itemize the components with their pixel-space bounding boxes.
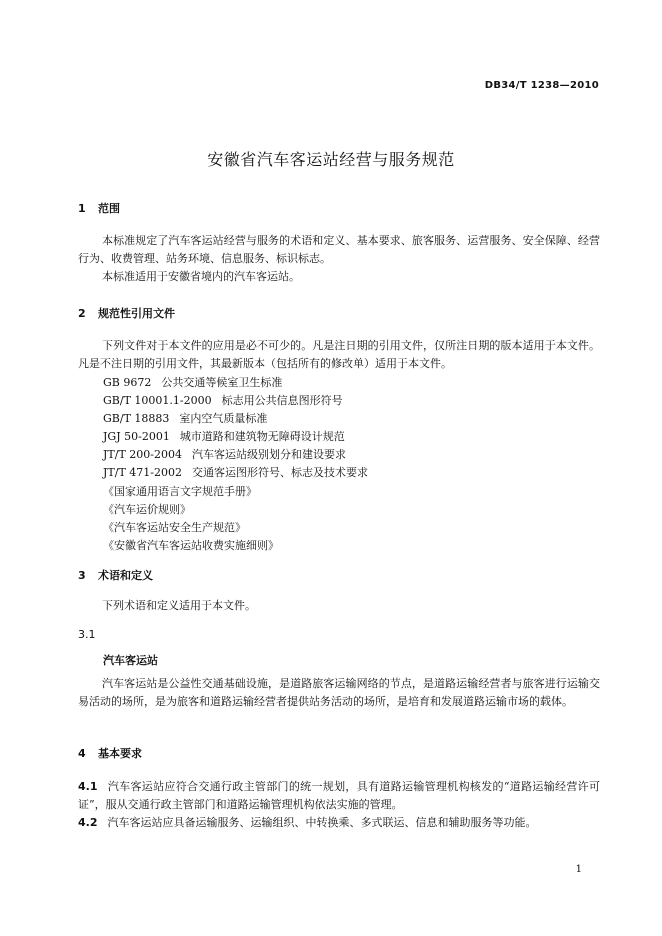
clause-number: 4.1 (78, 780, 98, 793)
clause-4-1 (78, 778, 600, 814)
standard-code: DB34/T 1238—2010 (484, 80, 599, 91)
scope-applicability: 本标准适用于安徽省境内的汽车客运站。 (102, 270, 300, 283)
section-heading-normative-refs (78, 305, 175, 321)
document-title: 安徽省汽车客运站经营与服务规范 (207, 150, 455, 169)
reference-item (103, 392, 368, 410)
reference-code: JT/T 471-2002 (103, 466, 182, 480)
section-number: 3 (78, 569, 86, 582)
section-title: 术语和定义 (98, 569, 153, 582)
section-heading-terms (78, 567, 153, 583)
reference-item (103, 537, 368, 555)
reference-item (103, 446, 368, 464)
term-number: 3.1 (78, 628, 96, 641)
clause-4-2 (78, 814, 600, 832)
section-heading-scope (78, 200, 120, 216)
reference-item (103, 519, 368, 537)
section-heading-basic-requirements (78, 745, 142, 761)
reference-name: 公共交通等候室卫生标准 (161, 376, 283, 389)
reference-item (103, 464, 368, 482)
reference-name: 标志用公共信息图形符号 (221, 394, 343, 408)
reference-code: GB/T 10001.1-2000 (103, 394, 212, 408)
section-title: 范围 (98, 202, 120, 215)
reference-item (103, 501, 368, 519)
reference-name: 室内空气质量标准 (179, 412, 268, 426)
reference-name: 汽车客运站级别划分和建设要求 (192, 448, 346, 462)
clause-number: 4.2 (78, 816, 98, 829)
term-definition: 汽车客运站是公益性交通基础设施，是道路旅客运输网络的节点，是道路运输经营者与旅客进行运输交易活动的场所，是为旅客和道路运输经营者提供站务活动的场所，是培育和发展道路运输市场的载体。 (78, 677, 600, 708)
reference-name: 城市道路和建筑物无障碍设计规范 (179, 430, 345, 444)
section-number: 4 (78, 747, 86, 760)
clause-text: 汽车客运站应符合交通行政主管部门的统一规划，具有道路运输管理机构核发的“道路运输经营许可证”，服从交通行政主管部门和道路运输管理机构依法实施的管理。 (78, 780, 600, 811)
reference-code: JGJ 50-2001 (103, 430, 170, 444)
reference-item (103, 483, 368, 501)
reference-item (103, 410, 368, 428)
section-title: 规范性引用文件 (98, 307, 175, 320)
term-name: 汽车客运站 (103, 654, 158, 667)
section-number: 2 (78, 307, 86, 320)
reference-list (103, 374, 368, 555)
reference-code: JT/T 200-2004 (103, 448, 182, 462)
normative-refs-intro: 下列文件对于本文件的应用是必不可少的。凡是注日期的引用文件，仅所注日期的版本适用于本文件。凡是不注日期的引用文件，其最新版本（包括所有的修改单）适用于本文件。 (78, 339, 600, 370)
scope-paragraph: 本标准规定了汽车客运站经营与服务的术语和定义、基本要求、旅客服务、运营服务、安全保障、经营行为、收费管理、站务环境、信息服务、标识标志。 (78, 234, 600, 265)
reference-name: 《国家通用语言文字规范手册》 (103, 484, 257, 498)
section-number: 1 (78, 202, 86, 215)
reference-code: GB 9672 (103, 376, 152, 389)
reference-code: GB/T 18883 (103, 412, 170, 426)
reference-name: 交通客运图形符号、标志及技术要求 (192, 466, 368, 480)
section-title: 基本要求 (98, 747, 142, 760)
reference-name: 《汽车运价规则》 (103, 502, 191, 516)
reference-item (103, 374, 368, 392)
reference-name: 《安徽省汽车客运站收费实施细则》 (103, 538, 279, 552)
page-number: 1 (575, 864, 582, 875)
terms-intro: 下列术语和定义适用于本文件。 (102, 599, 256, 612)
reference-item (103, 428, 368, 446)
clause-text: 汽车客运站应具备运输服务、运输组织、中转换乘、多式联运、信息和辅助服务等功能。 (107, 816, 537, 829)
reference-name: 《汽车客运站安全生产规范》 (103, 520, 246, 534)
